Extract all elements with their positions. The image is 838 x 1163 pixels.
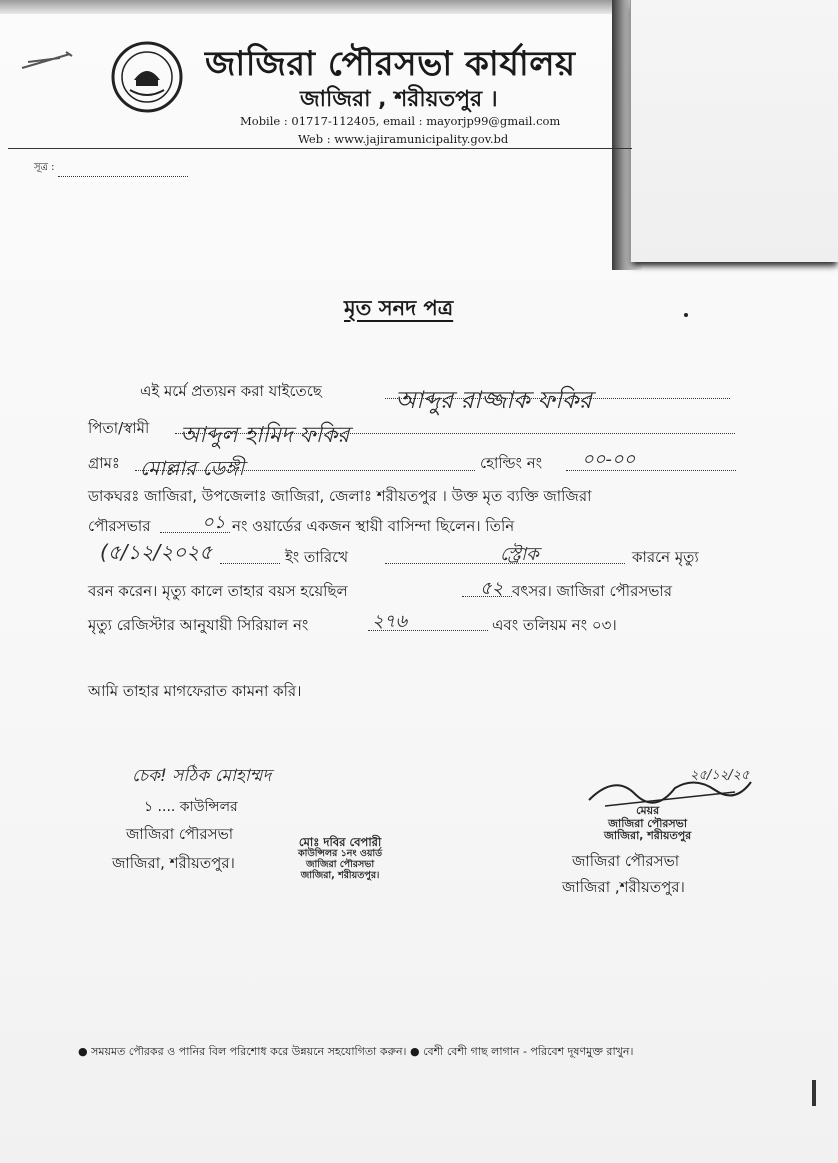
councilor-signature: চেক! সঠিক মোহাম্মদ (132, 766, 272, 786)
certify-line: এই মর্মে প্রত্যয়ন করা যাইতেছে (140, 382, 322, 400)
mayor-sign-date: ২৫/১২/২৫ (690, 768, 750, 783)
handwritten-ward: ০১ (202, 512, 226, 533)
age-line-a: বরন করেন। মৃত্যু কালে তাহার বয়স হয়েছিল (88, 582, 348, 600)
left-org: জাজিরা পৌরসভা (126, 825, 234, 843)
memo-dots (58, 176, 188, 177)
left-role: কাউন্সিলর (179, 799, 238, 815)
left-ward-number: ১ .... কাউন্সিলর (144, 799, 238, 815)
stamp-left-line-3: জাজিরা পৌরসভা (306, 859, 375, 871)
office-address: জাজিরা , শরীয়তপুর । (300, 87, 498, 112)
father-label: পিতা/স্বামী (88, 419, 150, 437)
contact-line: Mobile : 01717-112405, email : mayorjp99@gmail.com (240, 114, 561, 128)
date-dotline (220, 563, 280, 564)
memo-reference (34, 160, 188, 177)
edge-mark (812, 1080, 816, 1106)
footer-notice: ● সময়মত পৌরকর ও পানির বিল পরিশোধ করে উন্নয়নে সহযোগিতা করুন। ● বেশী বেশী গাছ লাগান - পরিবেশ দূষণমুক্ত রাখুন। (78, 1045, 634, 1058)
mayor-stamp (604, 805, 691, 843)
pen-scribble-mark (20, 50, 74, 72)
handwritten-cause: স্ট্রোক (500, 544, 539, 565)
handwritten-age: ৫২ (480, 578, 504, 599)
handwritten-date: (৫/১২/২০২৫ (100, 540, 213, 564)
right-place: জাজিরা ,শরীয়তপুর। (562, 878, 685, 896)
date-label: ইং তারিখে (285, 548, 349, 566)
closing-line: আমি তাহার মাগফেরাত কামনা করি। (88, 682, 302, 700)
header-divider (8, 148, 632, 149)
folded-paper-flap (630, 0, 838, 262)
stamp-right-line-2: জাজিরা পৌরসভা (608, 816, 688, 830)
certificate-title: মৃত সনদ পত্র (344, 296, 454, 320)
left-place: জাজিরা, শরীয়তপুর। (112, 854, 235, 872)
ward-line-a: পৌরসভার (88, 517, 151, 535)
right-org: জাজিরা পৌরসভা (572, 852, 680, 870)
village-label: গ্রামঃ (88, 454, 120, 472)
handwritten-holding: ০০-০০ (582, 449, 636, 470)
stamp-left-line-1: মোঃ দবির বেপারী (298, 835, 382, 849)
stamp-right-line-1: মেয়র (636, 804, 660, 817)
age-line-b: বৎসর। জাজিরা পৌরসভার (512, 582, 673, 600)
handwritten-father: আব্দুল হামিদ ফকির (180, 423, 350, 448)
web-line: Web : www.jajiramunicipality.gov.bd (298, 132, 509, 146)
left-ward-value: ১ (144, 799, 154, 815)
ink-dot (684, 313, 688, 317)
municipality-seal-logo (110, 40, 184, 114)
holding-label: হোল্ডিং নং (480, 454, 543, 472)
handwritten-village: মোল্লার ডেঙ্গী (140, 456, 245, 480)
memo-label: সূত্র : (34, 162, 55, 173)
cause-label: কারনে মৃত্যু (632, 548, 699, 566)
stamp-left-line-4: জাজিরা, শরীয়তপুর। (300, 870, 380, 882)
ward-line-b: নং ওয়ার্ডের একজন স্থায়ী বাসিন্দা ছিলেন। তিনি (232, 517, 515, 535)
handwritten-name: আব্দুর রাজ্জাক ফকির (395, 386, 592, 414)
address-line: ডাকঘরঃ জাজিরা, উপজেলাঃ জাজিরা, জেলাঃ শরীয়তপুর । উক্ত মৃত ব্যক্তি জাজিরা (88, 487, 592, 505)
stamp-left-line-2: কাউন্সিলর ১নং ওয়ার্ড (298, 848, 383, 860)
serial-line-a: মৃত্যু রেজিস্টার আনুযায়ী সিরিয়াল নং (88, 616, 309, 634)
stamp-right-line-3: জাজিরা, শরীয়তপুর (604, 829, 692, 843)
councilor-stamp (298, 836, 382, 882)
office-title: জাজিরা পৌরসভা কার্যালয় (205, 44, 576, 84)
handwritten-serial: ২৭৬ (372, 611, 408, 632)
serial-line-b: এবং তলিয়ম নং ০৩। (492, 616, 617, 634)
